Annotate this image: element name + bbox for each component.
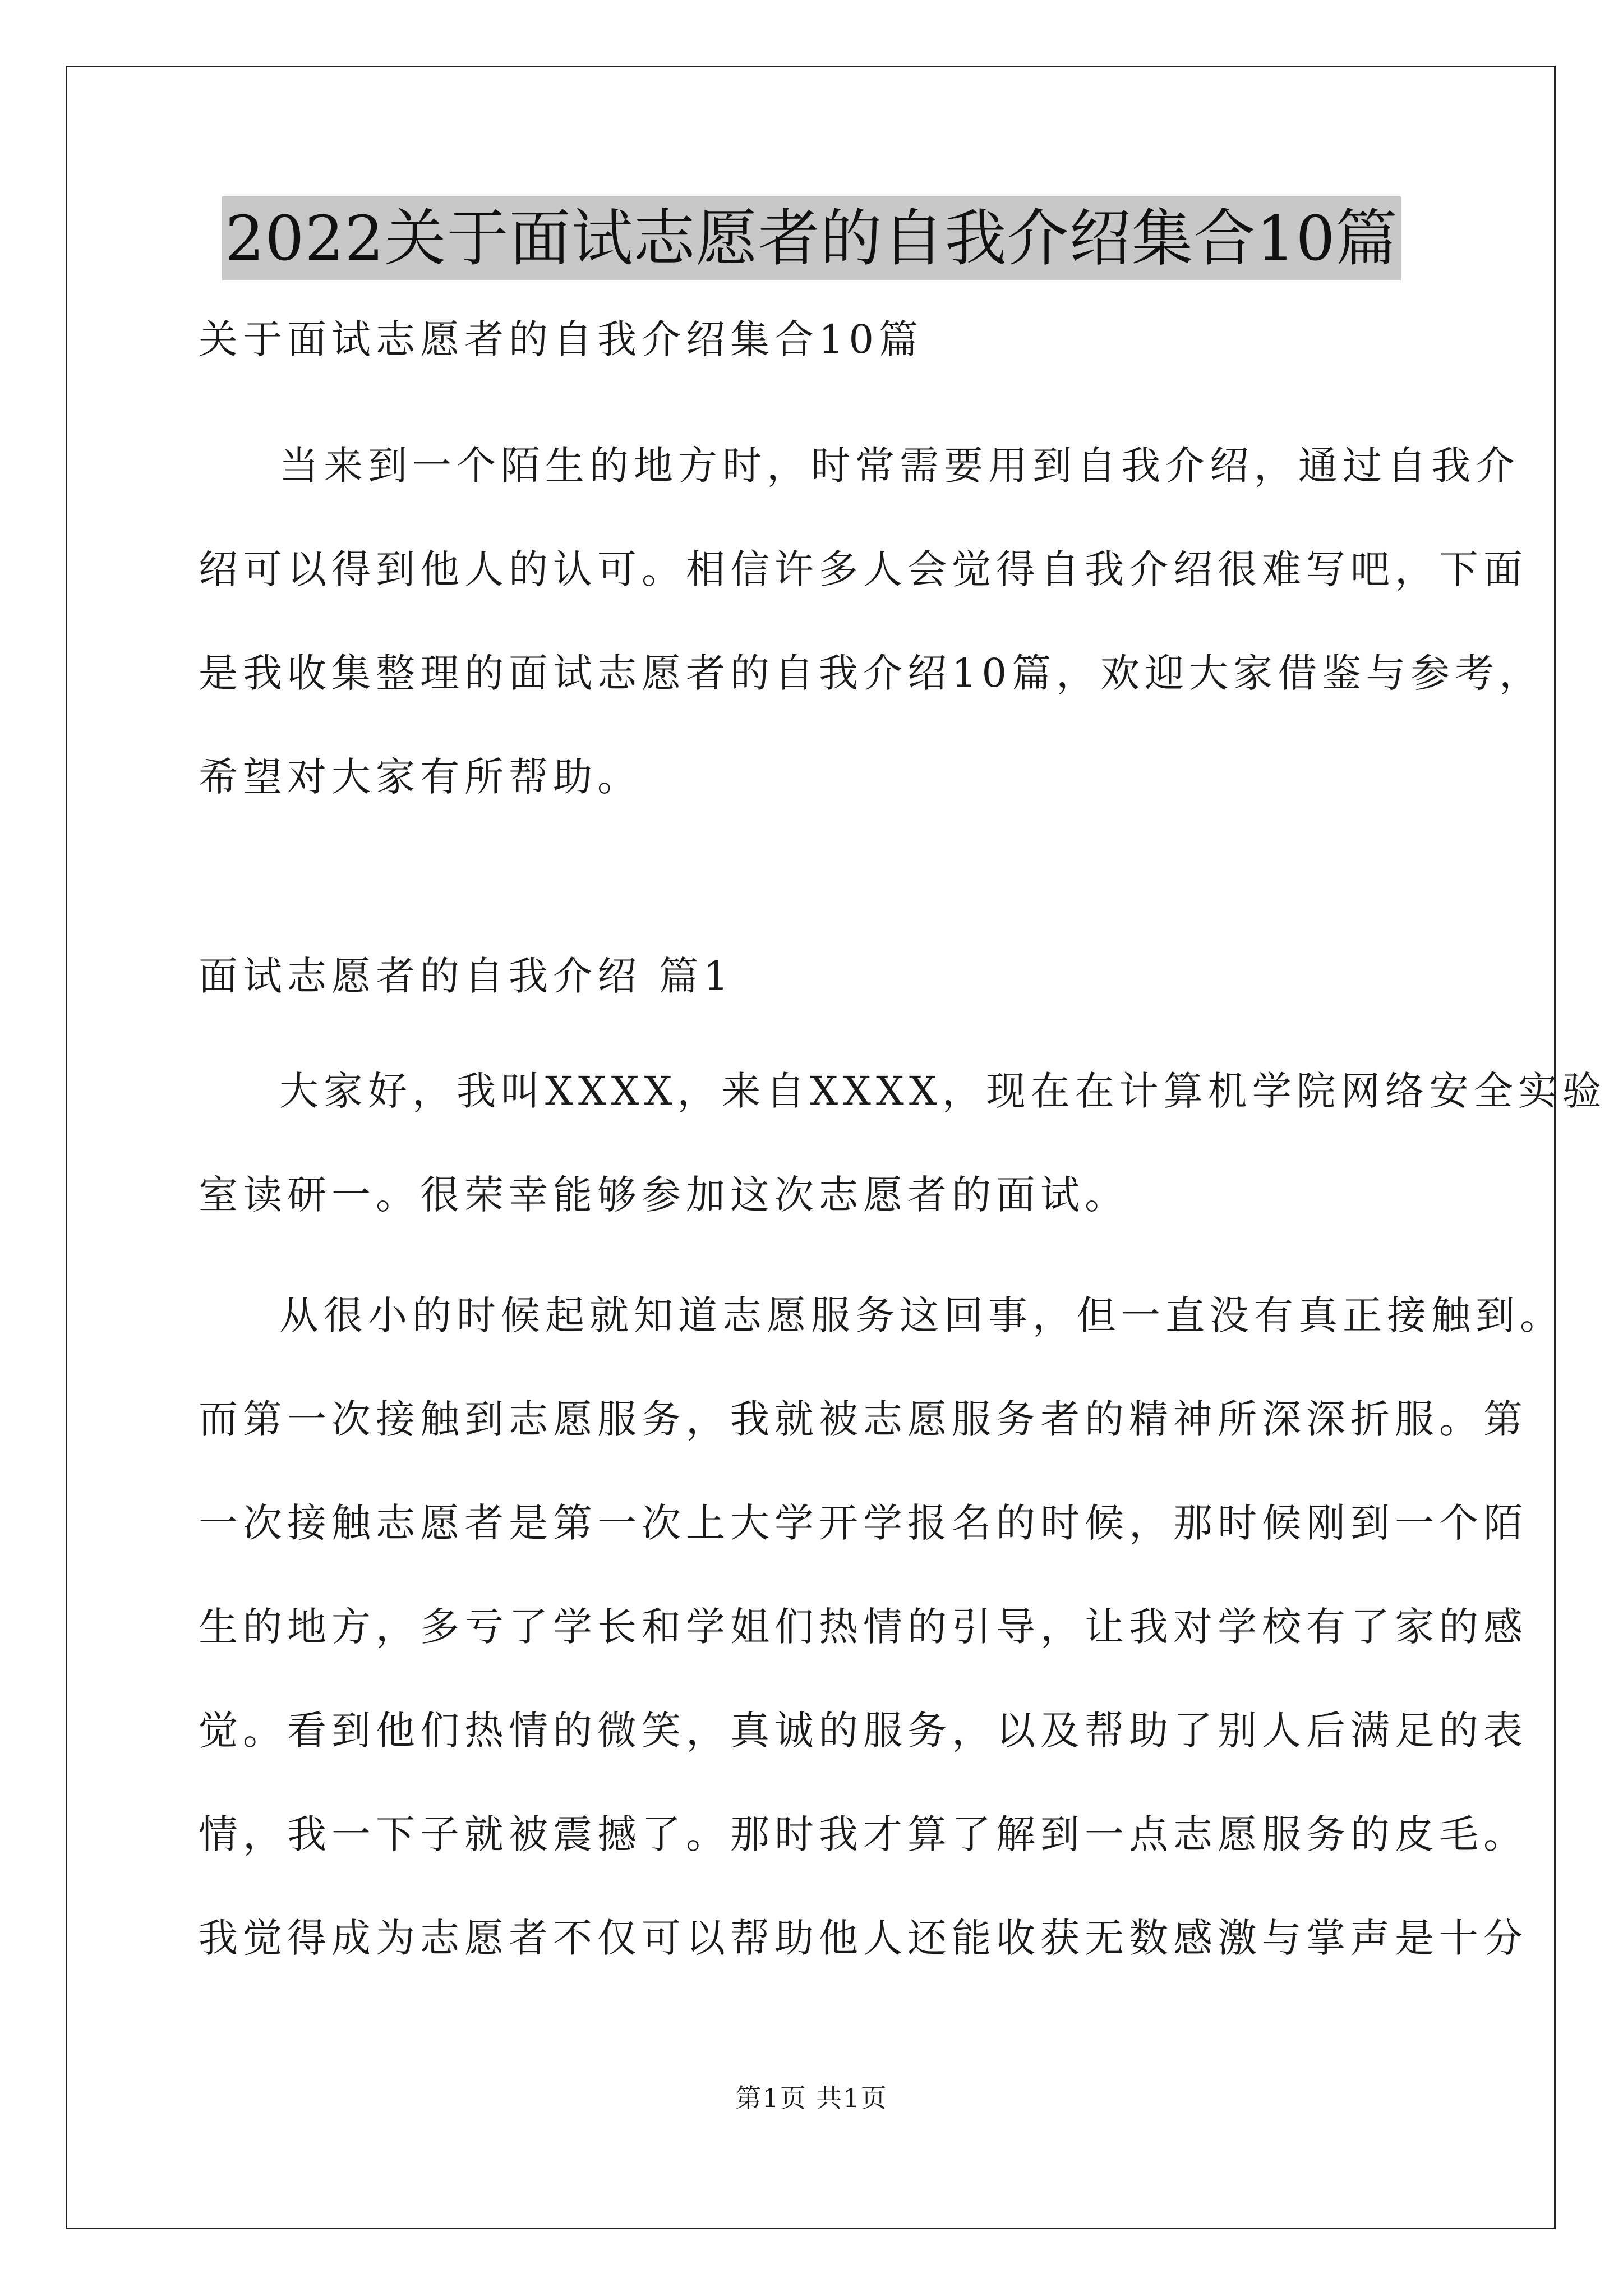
subtitle: 关于面试志愿者的自我介绍集合10篇 [199,316,924,362]
paragraph-line: 我觉得成为志愿者不仅可以帮助他人还能收获无数感激与掌声是十分 [199,1915,1528,1961]
paragraph-line: 情，我一下子就被震撼了。那时我才算了解到一点志愿服务的皮毛。 [199,1811,1528,1857]
paragraph-line: 一次接触志愿者是第一次上大学开学报名的时候，那时候刚到一个陌 [199,1500,1528,1546]
paragraph-line: 室读研一。很荣幸能够参加这次志愿者的面试。 [199,1172,1129,1218]
page-footer: 第1页 共1页 [735,2083,888,2113]
document-title: 2022关于面试志愿者的自我介绍集合10篇 [222,196,1401,280]
section-heading: 面试志愿者的自我介绍 篇1 [199,953,734,999]
paragraph-line: 大家好，我叫XXXX，来自XXXX，现在在计算机学院网络安全实验 [279,1068,1607,1114]
page-border [66,66,1556,2229]
intro-line: 绍可以得到他人的认可。相信许多人会觉得自我介绍很难写吧，下面 [199,546,1528,592]
paragraph-line: 觉。看到他们热情的微笑，真诚的服务，以及帮助了别人后满足的表 [199,1708,1528,1754]
intro-line: 希望对大家有所帮助。 [199,754,642,800]
paragraph-line: 从很小的时候起就知道志愿服务这回事，但一直没有真正接触到。 [279,1292,1564,1338]
intro-line: 当来到一个陌生的地方时，时常需要用到自我介绍，通过自我介 [279,443,1520,489]
title-container [0,196,1623,280]
intro-line: 是我收集整理的面试志愿者的自我介绍10篇，欢迎大家借鉴与参考， [199,650,1544,696]
paragraph-line: 生的地方，多亏了学长和学姐们热情的引导，让我对学校有了家的感 [199,1604,1528,1650]
paragraph-line: 而第一次接触到志愿服务，我就被志愿服务者的精神所深深折服。第 [199,1396,1528,1442]
